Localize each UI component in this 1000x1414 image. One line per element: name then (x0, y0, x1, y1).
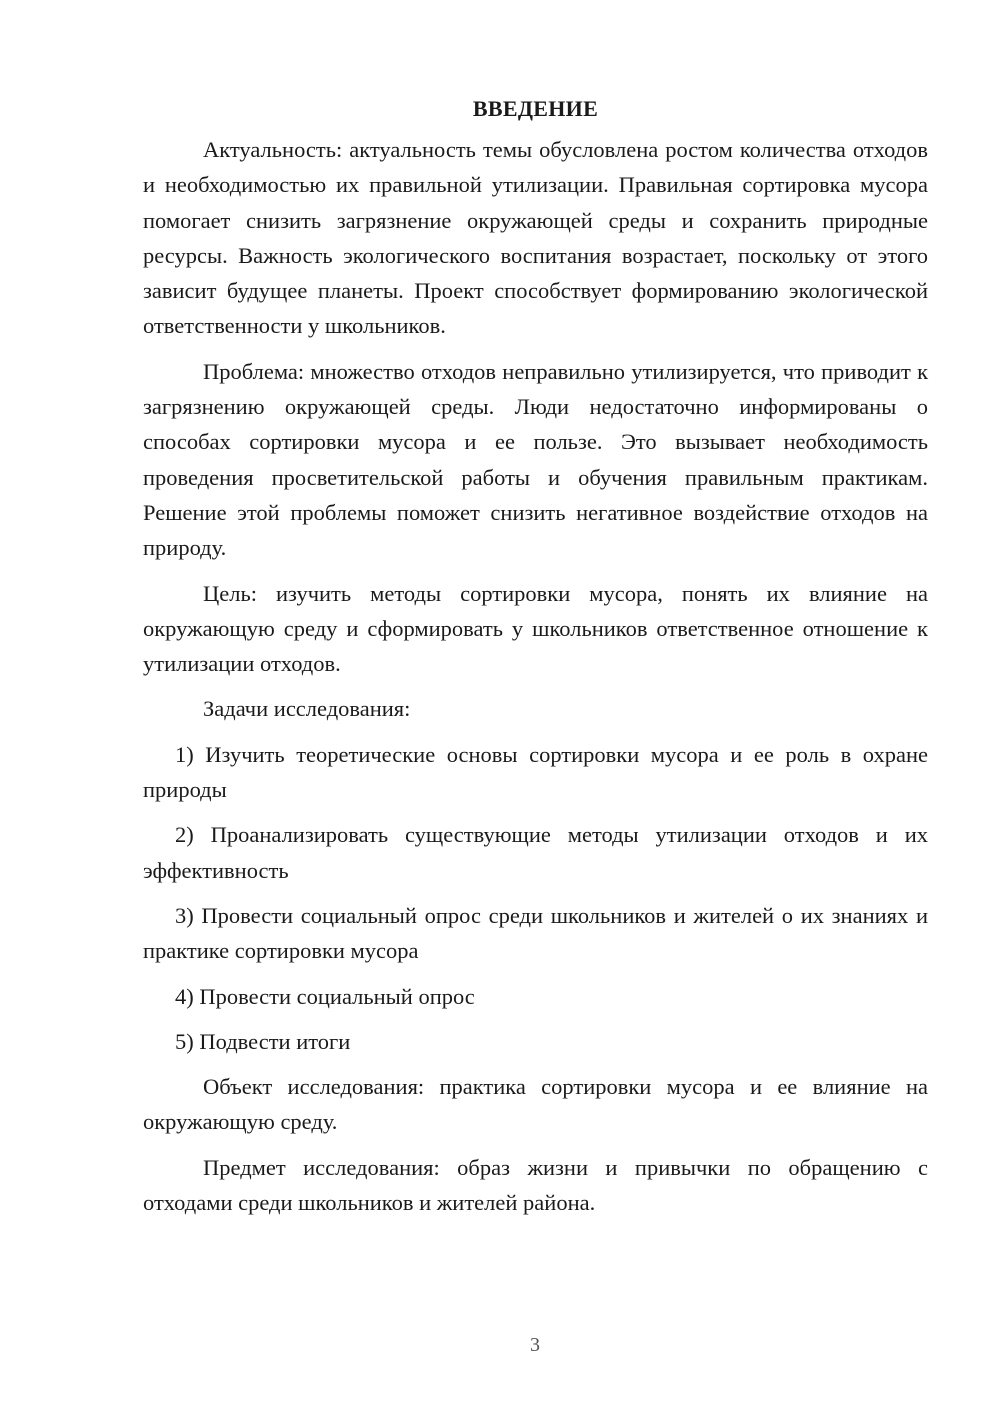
goal-paragraph: Цель: изучить методы сортировки мусора, понять их влияние на окружающую среду и сформировать у школьников ответственное отношение к утилизации отходов. (143, 580, 928, 677)
task-item-5: 5) Подвести итоги (175, 1028, 351, 1054)
relevance-paragraph: Актуальность: актуальность темы обусловлена ростом количества отходов и необходимостью их правильной утилизации. Правильная сортировка мусора помогает снизить загрязнение окружающей среды и сохранить природные ресурсы. Важность экологического воспитания возрастает, поскольку от этого зависит будущее планеты. Проект способствует формированию экологической ответственности у школьников. (143, 137, 928, 339)
task-item-4: 4) Провести социальный опрос (175, 983, 475, 1009)
object-paragraph: Объект исследования: практика сортировки мусора и ее влияние на окружающую среду. (143, 1074, 928, 1135)
tasks-heading: Задачи исследования: (203, 696, 411, 722)
page-number: 3 (530, 1334, 540, 1356)
task-item-1: 1) Изучить теоретические основы сортировки мусора и ее роль в охране природы (143, 741, 928, 803)
subject-paragraph: Предмет исследования: образ жизни и привычки по обращению с отходами среди школьников и жителей района. (143, 1154, 928, 1216)
page-content (143, 92, 928, 1230)
problem-paragraph: Проблема: множество отходов неправильно утилизируется, что приводит к загрязнению окружающей среды. Люди недостаточно информированы о способах сортировки мусора и ее пользе. Это вызывает необходимость проведения просветительской работы и обучения правильным практикам. Решение этой проблемы поможет снизить негативное воздействие отходов на природу. (143, 358, 928, 561)
task-item-3: 3) Провести социальный опрос среди школьников и жителей о их знаниях и практике сортировки мусора (143, 902, 928, 964)
page-title: ВВЕДЕНИЕ (472, 96, 599, 121)
task-item-2: 2) Проанализировать существующие методы утилизации отходов и их эффективность (143, 822, 928, 883)
